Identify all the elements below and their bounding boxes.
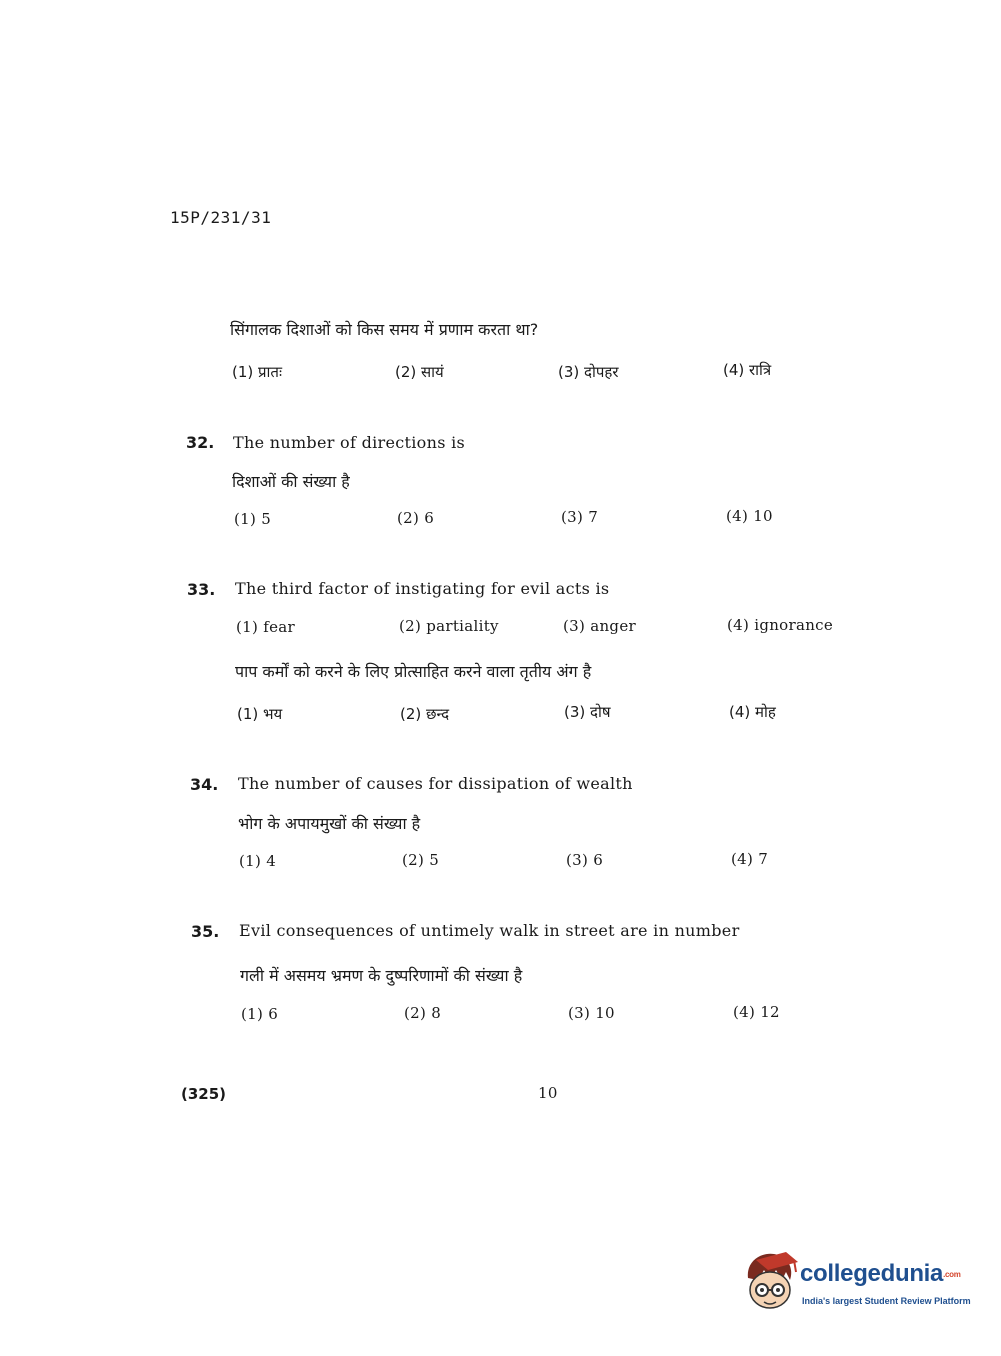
q34-number: 34. xyxy=(190,775,219,794)
q33-option-en-2: (2) partiality xyxy=(399,617,499,635)
logo-com: .com xyxy=(943,1270,961,1280)
q34-english-text: The number of causes for dissipation of wealth xyxy=(238,774,633,793)
logo-wordmark xyxy=(800,1260,961,1288)
q32-english-text: The number of directions is xyxy=(233,433,466,452)
page-number: 10 xyxy=(538,1084,558,1102)
q35-option-1: (1) 6 xyxy=(241,1005,279,1023)
q32-option-2: (2) 6 xyxy=(397,509,435,527)
paper-code: 15P/231/31 xyxy=(170,208,272,227)
q35-option-2: (2) 8 xyxy=(404,1004,442,1022)
q34-hindi-text: भोग के अपायमुखों की संख्या है xyxy=(238,814,421,833)
q33-hindi-text: पाप कर्मों को करने के लिए प्रोत्साहित करने वाला तृतीय अंग है xyxy=(235,662,592,681)
q33-number: 33. xyxy=(187,580,216,599)
q32-option-4: (4) 10 xyxy=(726,507,773,525)
logo-tagline: India's largest Student Review Platform xyxy=(802,1296,971,1306)
q34-option-3: (3) 6 xyxy=(566,851,604,869)
q33-option-hi-4: (4) मोह xyxy=(729,703,776,721)
q31-option-4: (4) रात्रि xyxy=(723,361,772,379)
q32-option-3: (3) 7 xyxy=(561,508,599,526)
collegedunia-logo xyxy=(742,1250,972,1320)
mascot-icon xyxy=(742,1250,800,1312)
q35-hindi-text: गली में असमय भ्रमण के दुष्परिणामों की संख्या है xyxy=(240,966,523,985)
logo-name: collegedunia xyxy=(800,1260,944,1287)
q32-hindi-text: दिशाओं की संख्या है xyxy=(232,472,350,491)
q31-hindi-text: सिंगालक दिशाओं को किस समय में प्रणाम करता था? xyxy=(230,320,539,339)
q33-option-hi-3: (3) दोष xyxy=(564,703,611,721)
q33-option-hi-1: (1) भय xyxy=(237,705,283,723)
q35-number: 35. xyxy=(191,922,220,941)
q33-option-hi-2: (2) छन्द xyxy=(400,705,450,723)
q33-english-text: The third factor of instigating for evil acts is xyxy=(235,579,610,598)
q34-option-4: (4) 7 xyxy=(731,850,769,868)
q35-option-3: (3) 10 xyxy=(568,1004,615,1022)
q33-option-en-4: (4) ignorance xyxy=(727,616,834,634)
q33-option-en-3: (3) anger xyxy=(563,617,636,635)
q32-option-1: (1) 5 xyxy=(234,510,272,528)
q34-option-1: (1) 4 xyxy=(239,852,277,870)
q34-option-2: (2) 5 xyxy=(402,851,440,869)
q31-option-1: (1) प्रातः xyxy=(232,363,283,381)
q32-number: 32. xyxy=(186,433,215,452)
q31-option-3: (3) दोपहर xyxy=(558,363,619,381)
footer-code: (325) xyxy=(181,1085,227,1103)
q35-english-text: Evil consequences of untimely walk in street are in number xyxy=(239,921,740,940)
q31-option-2: (2) सायं xyxy=(395,363,444,381)
q33-option-en-1: (1) fear xyxy=(236,618,295,636)
q35-option-4: (4) 12 xyxy=(733,1003,780,1021)
